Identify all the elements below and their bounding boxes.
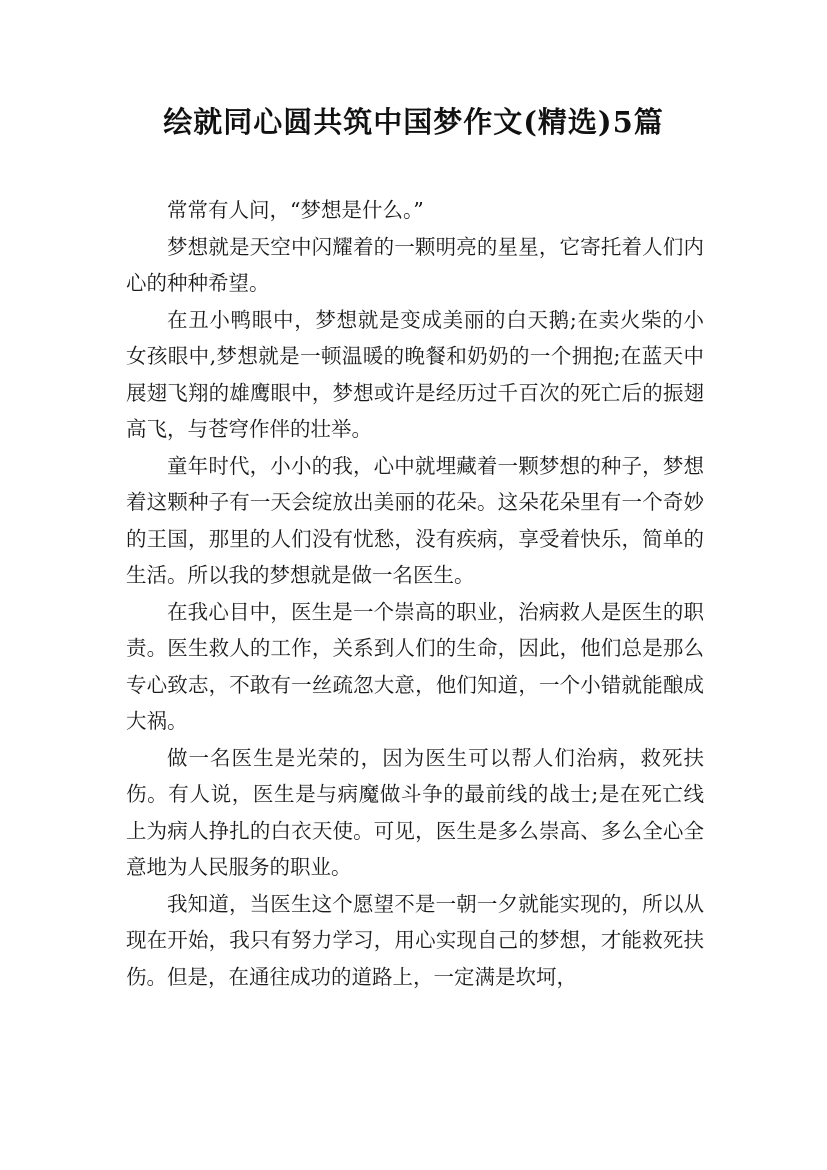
paragraph: 在我心目中，医生是一个崇高的职业，治病救人是医生的职责。医生救人的工作，关系到人们的生命，因此，他们总是那么专心致志，不敢有一丝疏忽大意，他们知道，一个小错就能酿成大祸。 bbox=[126, 599, 704, 733]
paragraph: 做一名医生是光荣的，因为医生可以帮人们治病，救死扶伤。有人说，医生是与病魔做斗争的最前线的战士;是在死亡线上为病人挣扎的白衣天使。可见，医生是多么崇高、多么全心全意地为人民服务的职业。 bbox=[126, 745, 704, 879]
paragraph: 我知道，当医生这个愿望不是一朝一夕就能实现的，所以从现在开始，我只有努力学习，用心实现自己的梦想，才能救死扶伤。但是，在通往成功的道路上，一定满是坎坷， bbox=[126, 891, 704, 989]
paragraph: 梦想就是天空中闪耀着的一颗明亮的星星，它寄托着人们内心的种种希望。 bbox=[126, 234, 704, 295]
paragraph: 在丑小鸭眼中，梦想就是变成美丽的白天鹅;在卖火柴的小女孩眼中,梦想就是一顿温暖的晚餐和奶奶的一个拥抱;在蓝天中展翅飞翔的雄鹰眼中，梦想或许是经历过千百次的死亡后的振翅高飞，与苍穹作伴的壮举。 bbox=[126, 307, 704, 441]
document-title: 绘就同心圆共筑中国梦作文(精选)5篇 bbox=[163, 105, 664, 139]
paragraph: 童年时代，小小的我，心中就埋藏着一颗梦想的种子，梦想着这颗种子有一天会绽放出美丽的花朵。这朵花朵里有一个奇妙的王国，那里的人们没有忧愁，没有疾病，享受着快乐，简单的生活。所以我的梦想就是做一名医生。 bbox=[126, 453, 704, 587]
document-body bbox=[126, 192, 704, 995]
paragraph: 常常有人问，“梦想是什么。” bbox=[167, 198, 424, 222]
